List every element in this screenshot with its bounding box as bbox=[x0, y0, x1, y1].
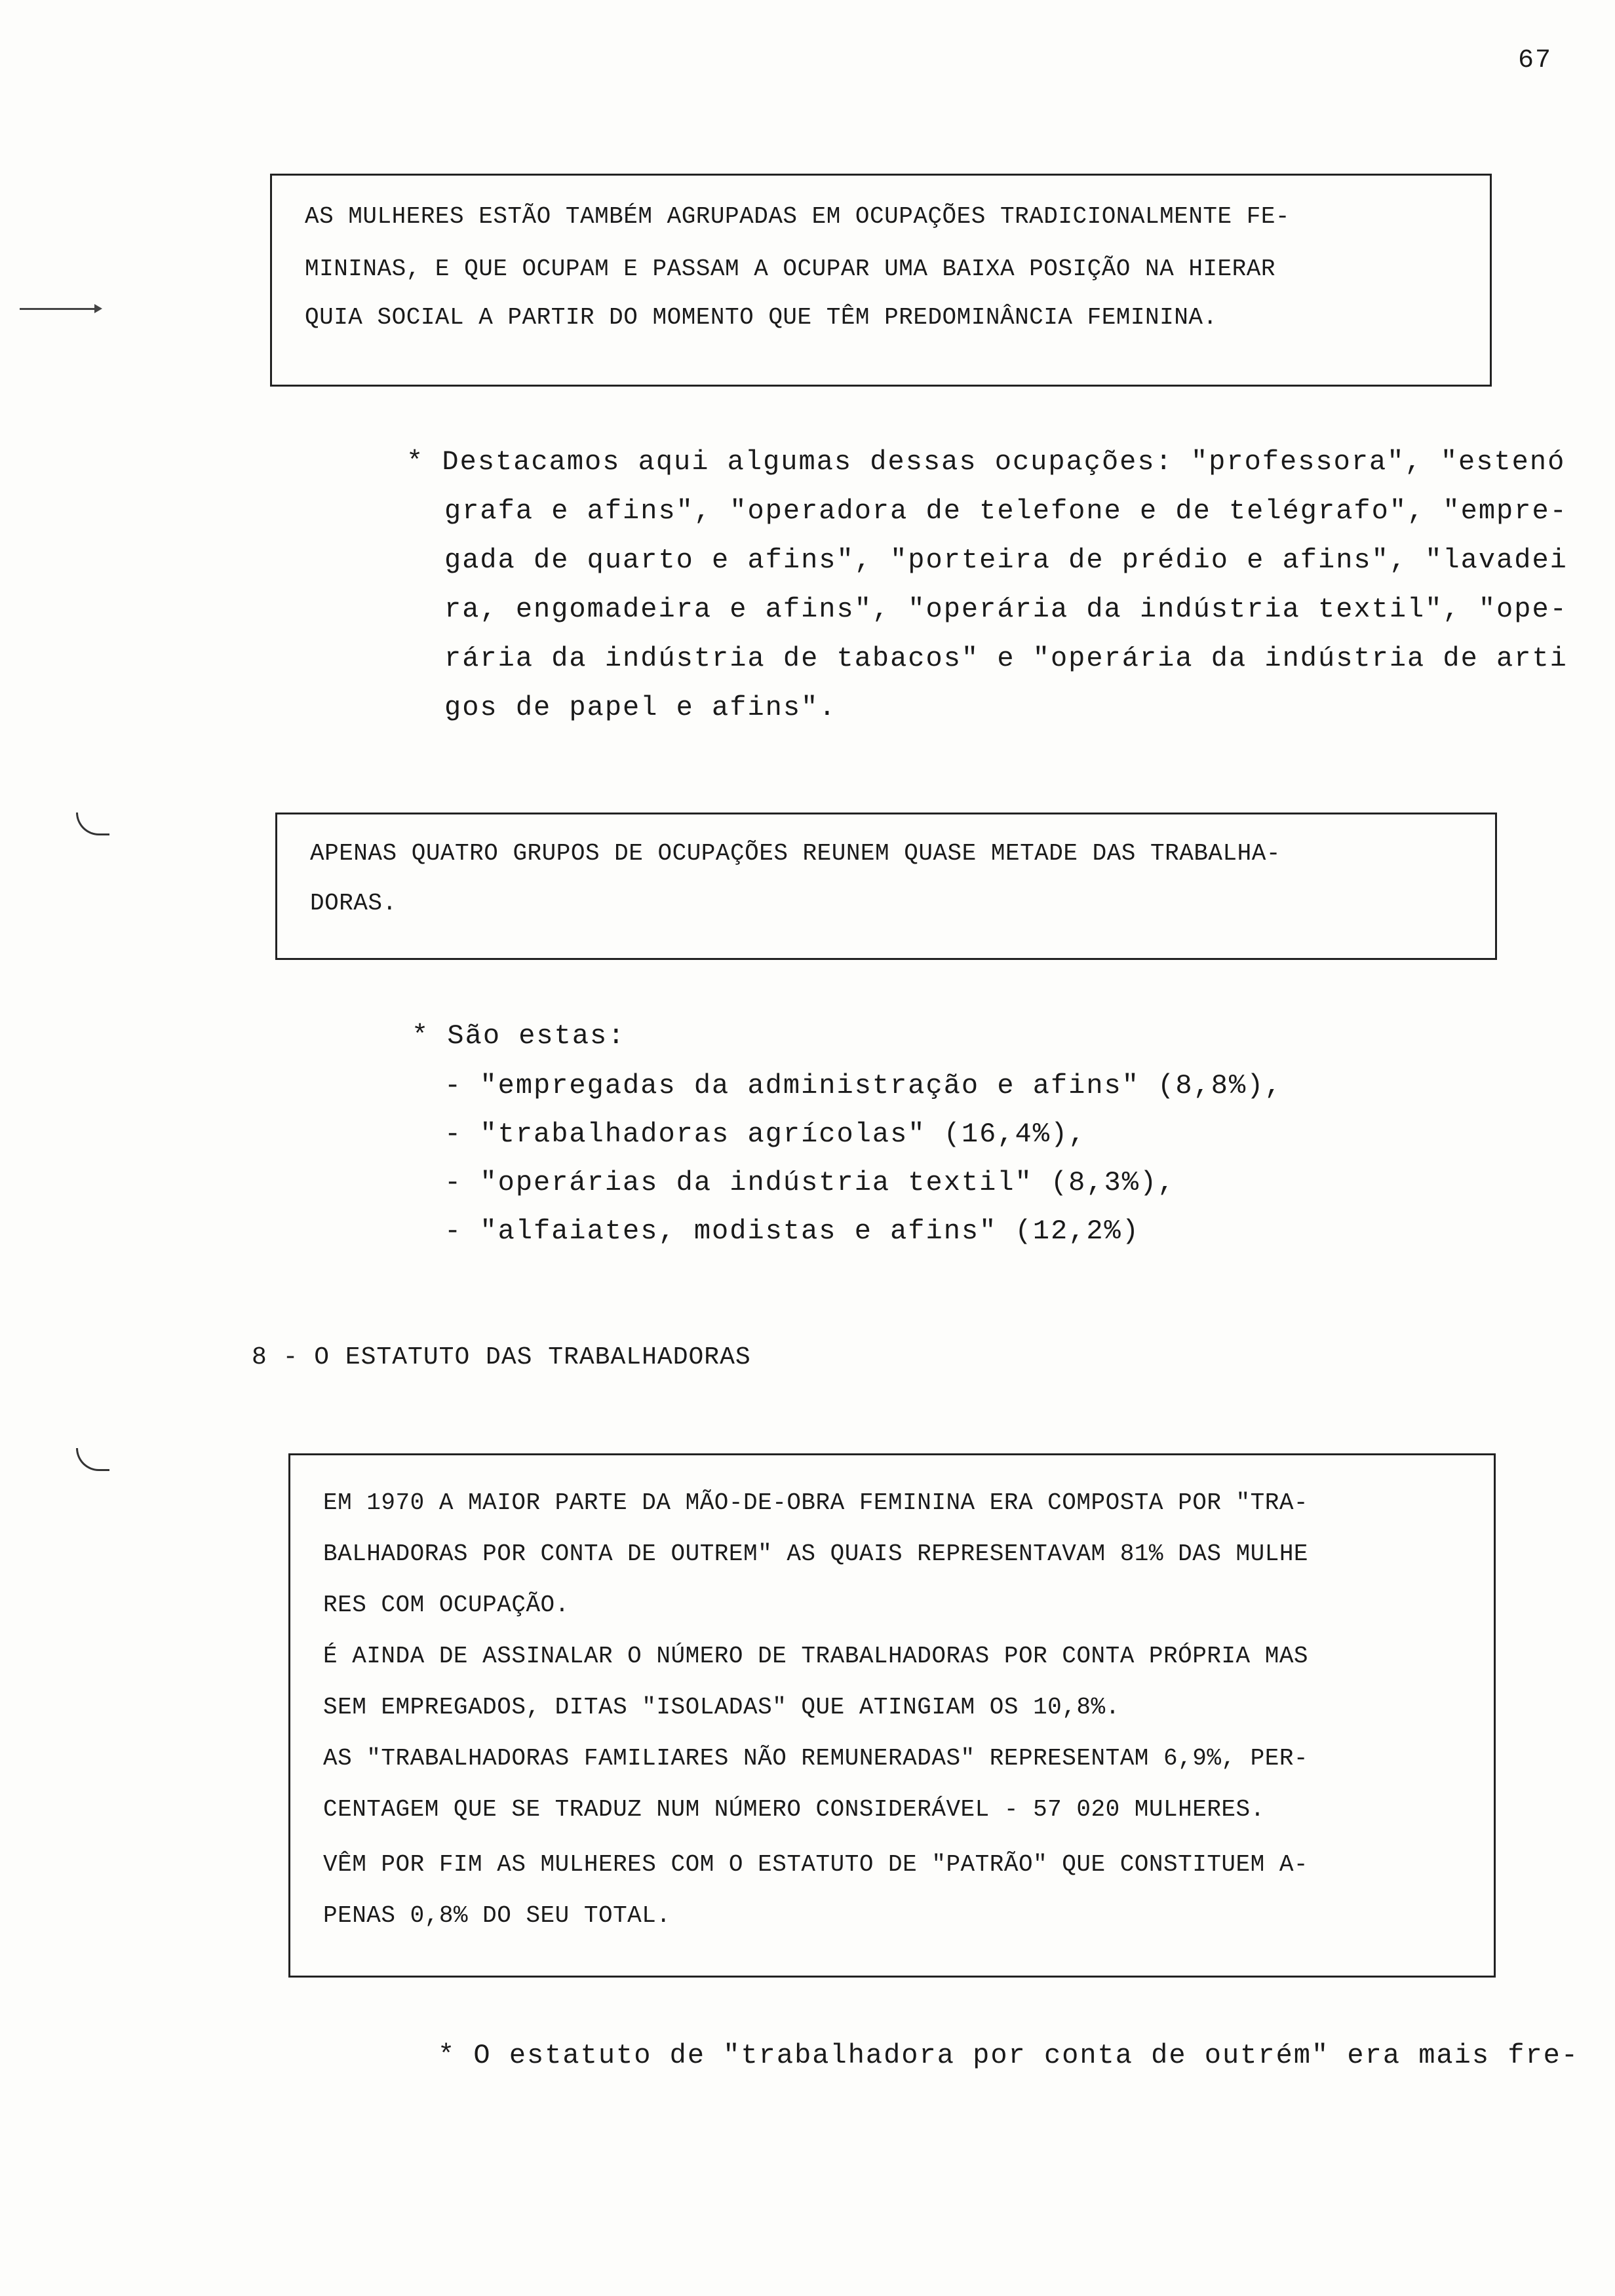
box-line: APENAS QUATRO GRUPOS DE OCUPAÇÕES REUNEM QUASE METADE DAS TRABALHA- bbox=[310, 840, 1281, 867]
section-heading: 8 - O ESTATUTO DAS TRABALHADORAS bbox=[252, 1343, 751, 1371]
box-line: PENAS 0,8% DO SEU TOTAL. bbox=[323, 1902, 671, 1929]
highlight-box-2 bbox=[275, 813, 1497, 960]
margin-bracket-mark bbox=[76, 813, 109, 835]
box-line: BALHADORAS POR CONTA DE OUTREM" AS QUAIS REPRESENTAVAM 81% DAS MULHE bbox=[323, 1540, 1309, 1567]
box-line: RES COM OCUPAÇÃO. bbox=[323, 1592, 570, 1618]
highlight-box-3 bbox=[288, 1453, 1496, 1978]
box-line: AS "TRABALHADORAS FAMILIARES NÃO REMUNERADAS" REPRESENTAM 6,9%, PER- bbox=[323, 1745, 1309, 1772]
list-item: - "empregadas da administração e afins" (8,8%), bbox=[444, 1070, 1283, 1101]
paragraph-line: ra, engomadeira e afins", "operária da indústria textil", "ope- bbox=[444, 594, 1568, 625]
margin-bracket-mark bbox=[76, 1448, 109, 1471]
paragraph-occupations bbox=[406, 438, 1568, 733]
occupation-group-list bbox=[412, 1012, 1283, 1255]
box-line: MININAS, E QUE OCUPAM E PASSAM A OCUPAR UMA BAIXA POSIÇÃO NA HIERAR bbox=[305, 256, 1275, 282]
margin-arrow-mark bbox=[20, 308, 100, 310]
box-line: CENTAGEM QUE SE TRADUZ NUM NÚMERO CONSIDERÁVEL - 57 020 MULHERES. bbox=[323, 1796, 1265, 1823]
paragraph-statute bbox=[438, 2031, 1579, 2080]
box-line: AS MULHERES ESTÃO TAMBÉM AGRUPADAS EM OCUPAÇÕES TRADICIONALMENTE FE- bbox=[305, 203, 1291, 230]
box-line: DORAS. bbox=[310, 890, 397, 917]
box-line: VÊM POR FIM AS MULHERES COM O ESTATUTO DE "PATRÃO" QUE CONSTITUEM A- bbox=[323, 1851, 1309, 1878]
paragraph-line: rária da indústria de tabacos" e "operária da indústria de arti bbox=[444, 643, 1568, 674]
paragraph-line: * O estatuto de "trabalhadora por conta de outrém" era mais fre- bbox=[438, 2040, 1580, 2071]
list-item: - "operárias da indústria textil" (8,3%), bbox=[444, 1167, 1176, 1198]
box-line: QUIA SOCIAL A PARTIR DO MOMENTO QUE TÊM PREDOMINÂNCIA FEMININA. bbox=[305, 304, 1218, 331]
box-line: SEM EMPREGADOS, DITAS "ISOLADAS" QUE ATINGIAM OS 10,8%. bbox=[323, 1694, 1120, 1721]
paragraph-line: * Destacamos aqui algumas dessas ocupações: "professora", "estenó bbox=[406, 446, 1566, 478]
list-intro: * São estas: bbox=[412, 1020, 626, 1052]
paragraph-line: grafa e afins", "operadora de telefone e de telégrafo", "empre- bbox=[444, 495, 1568, 527]
highlight-box-1 bbox=[270, 174, 1492, 387]
list-item: - "alfaiates, modistas e afins" (12,2%) bbox=[444, 1215, 1140, 1247]
list-item: - "trabalhadoras agrícolas" (16,4%), bbox=[444, 1119, 1087, 1150]
paragraph-line: gos de papel e afins". bbox=[444, 692, 837, 723]
box-line: É AINDA DE ASSINALAR O NÚMERO DE TRABALHADORAS POR CONTA PRÓPRIA MAS bbox=[323, 1643, 1309, 1670]
paragraph-line: gada de quarto e afins", "porteira de prédio e afins", "lavadei bbox=[444, 545, 1568, 576]
box-line: EM 1970 A MAIOR PARTE DA MÃO-DE-OBRA FEMININA ERA COMPOSTA POR "TRA- bbox=[323, 1489, 1309, 1516]
page-number: 67 bbox=[1517, 46, 1552, 75]
